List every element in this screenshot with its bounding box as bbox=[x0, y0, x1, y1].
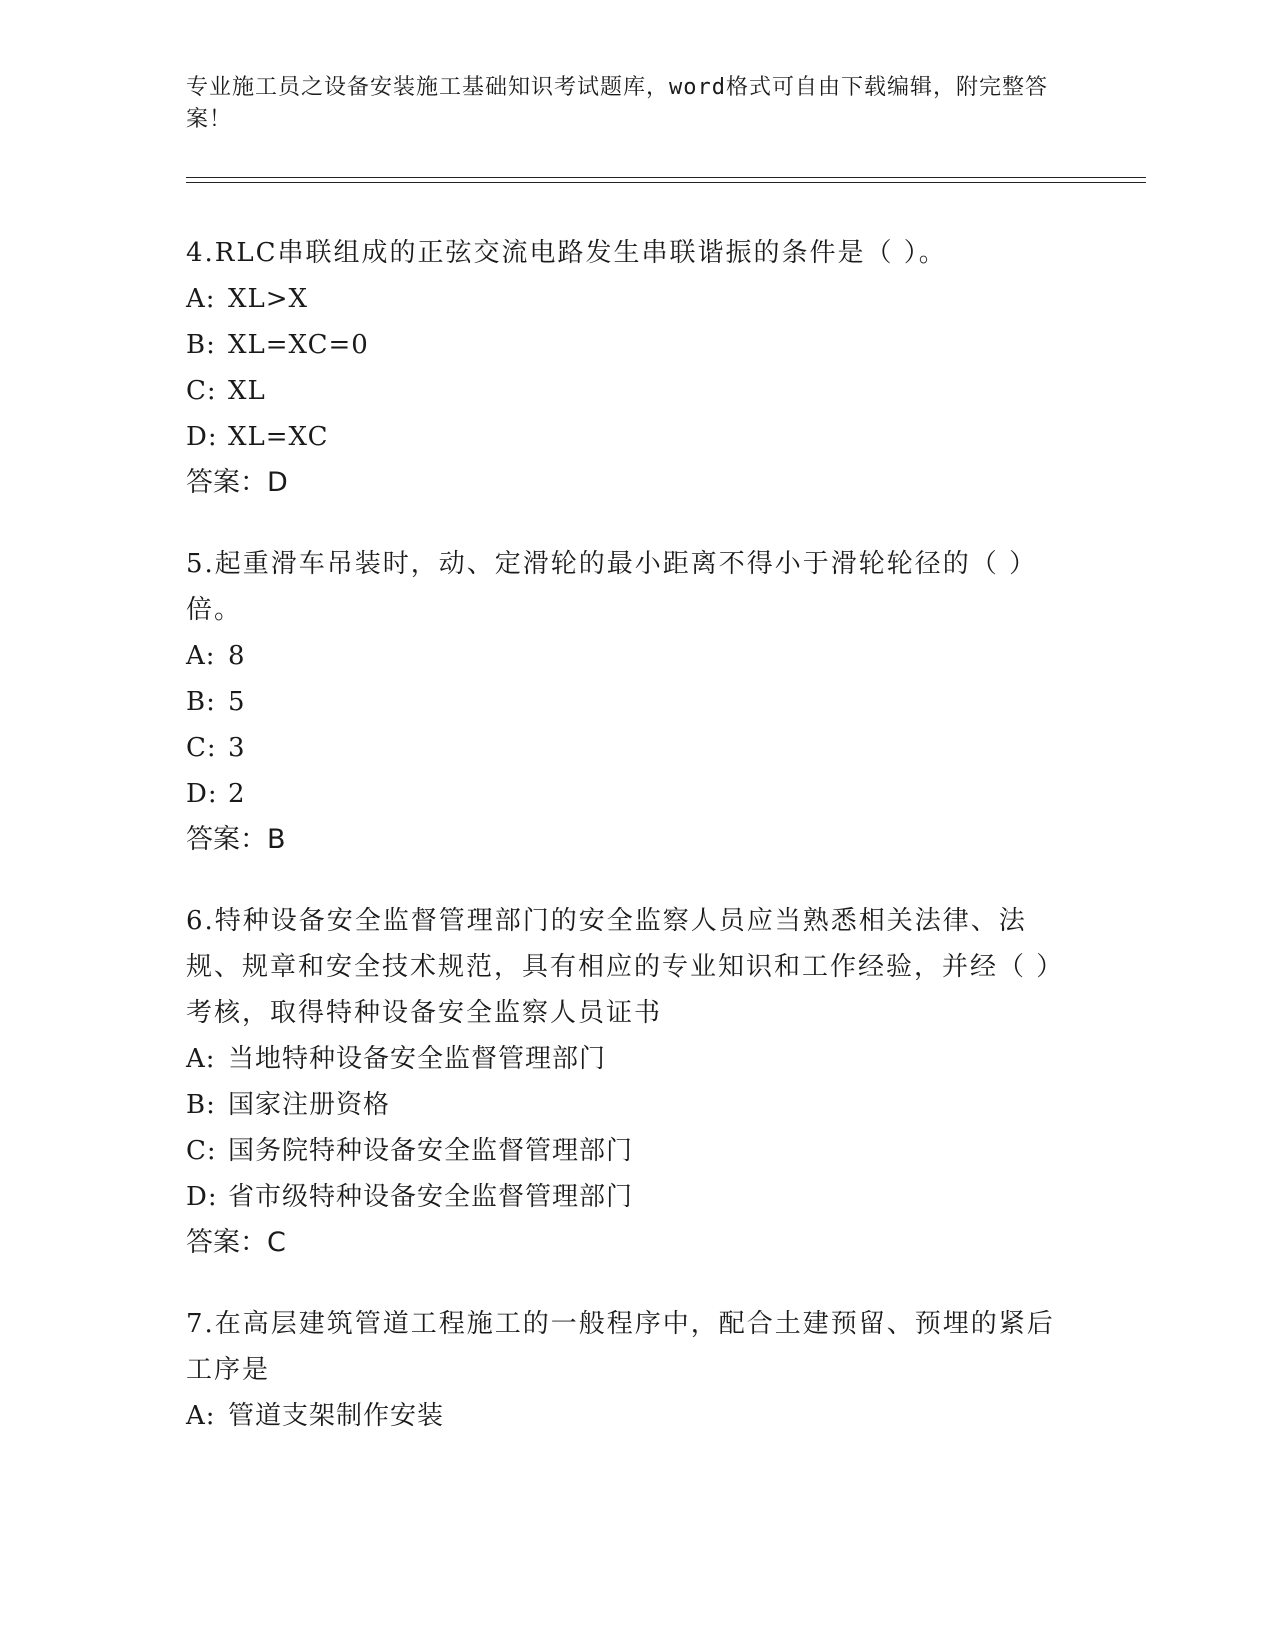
option-letter: B: bbox=[186, 330, 216, 360]
option-letter: C: bbox=[186, 1136, 217, 1166]
option-b bbox=[186, 1082, 1066, 1128]
answer-line: 答案：B bbox=[186, 824, 286, 855]
option-text: 国务院特种设备安全监督管理部门 bbox=[228, 1136, 634, 1166]
option-letter: A: bbox=[186, 284, 216, 314]
question-stem: 5.起重滑车吊装时，动、定滑轮的最小距离不得小于滑轮轮径的（ ）倍。 bbox=[186, 549, 1038, 625]
option-text: 当地特种设备安全监督管理部门 bbox=[228, 1044, 607, 1074]
question-list bbox=[186, 230, 1066, 1474]
option-a bbox=[186, 1036, 1066, 1082]
option-d bbox=[186, 1174, 1066, 1220]
option-text: XL>X bbox=[228, 284, 309, 314]
option-letter: B: bbox=[186, 687, 216, 717]
option-text: XL=XC bbox=[228, 422, 329, 452]
option-c bbox=[186, 1128, 1066, 1174]
question-5 bbox=[186, 541, 1066, 863]
option-b bbox=[186, 322, 1066, 368]
option-c bbox=[186, 725, 1066, 771]
question-6 bbox=[186, 898, 1066, 1266]
question-stem: 4.RLC串联组成的正弦交流电路发生串联谐振的条件是（ ）。 bbox=[186, 238, 947, 268]
header-divider-bottom bbox=[186, 182, 1146, 183]
option-d bbox=[186, 771, 1066, 817]
option-letter: A: bbox=[186, 641, 216, 671]
option-letter: D: bbox=[186, 779, 218, 809]
option-letter: C: bbox=[186, 376, 217, 406]
option-b bbox=[186, 679, 1066, 725]
option-letter: D: bbox=[186, 422, 218, 452]
header-divider-top bbox=[186, 177, 1146, 178]
option-text: XL=XC=0 bbox=[228, 330, 369, 360]
option-d bbox=[186, 414, 1066, 460]
option-text: 省市级特种设备安全监督管理部门 bbox=[228, 1182, 634, 1212]
option-letter: B: bbox=[186, 1090, 216, 1120]
option-text: XL bbox=[228, 376, 266, 406]
option-c bbox=[186, 368, 1066, 414]
option-text: 国家注册资格 bbox=[228, 1090, 391, 1120]
document-header: 专业施工员之设备安装施工基础知识考试题库，word格式可自由下载编辑，附完整答案！ bbox=[186, 75, 1048, 132]
question-stem: 7.在高层建筑管道工程施工的一般程序中，配合土建预留、预埋的紧后工序是 bbox=[186, 1309, 1055, 1385]
option-letter: A: bbox=[186, 1044, 216, 1074]
option-letter: C: bbox=[186, 733, 217, 763]
question-4 bbox=[186, 230, 1066, 506]
question-stem: 6.特种设备安全监督管理部门的安全监察人员应当熟悉相关法律、法规、规章和安全技术规范，具有相应的专业知识和工作经验，并经（ ）考核，取得特种设备安全监察人员证书 bbox=[186, 906, 1065, 1028]
option-letter: D: bbox=[186, 1182, 218, 1212]
option-text: 管道支架制作安装 bbox=[228, 1401, 445, 1431]
option-text: 3 bbox=[228, 733, 246, 763]
option-a bbox=[186, 276, 1066, 322]
option-letter: A: bbox=[186, 1401, 216, 1431]
answer-line: 答案：C bbox=[186, 1227, 286, 1258]
option-text: 5 bbox=[228, 687, 246, 717]
option-text: 8 bbox=[228, 641, 246, 671]
option-a bbox=[186, 1393, 1066, 1439]
answer-line: 答案：D bbox=[186, 467, 288, 498]
option-text: 2 bbox=[228, 779, 246, 809]
option-a bbox=[186, 633, 1066, 679]
question-7 bbox=[186, 1301, 1066, 1439]
